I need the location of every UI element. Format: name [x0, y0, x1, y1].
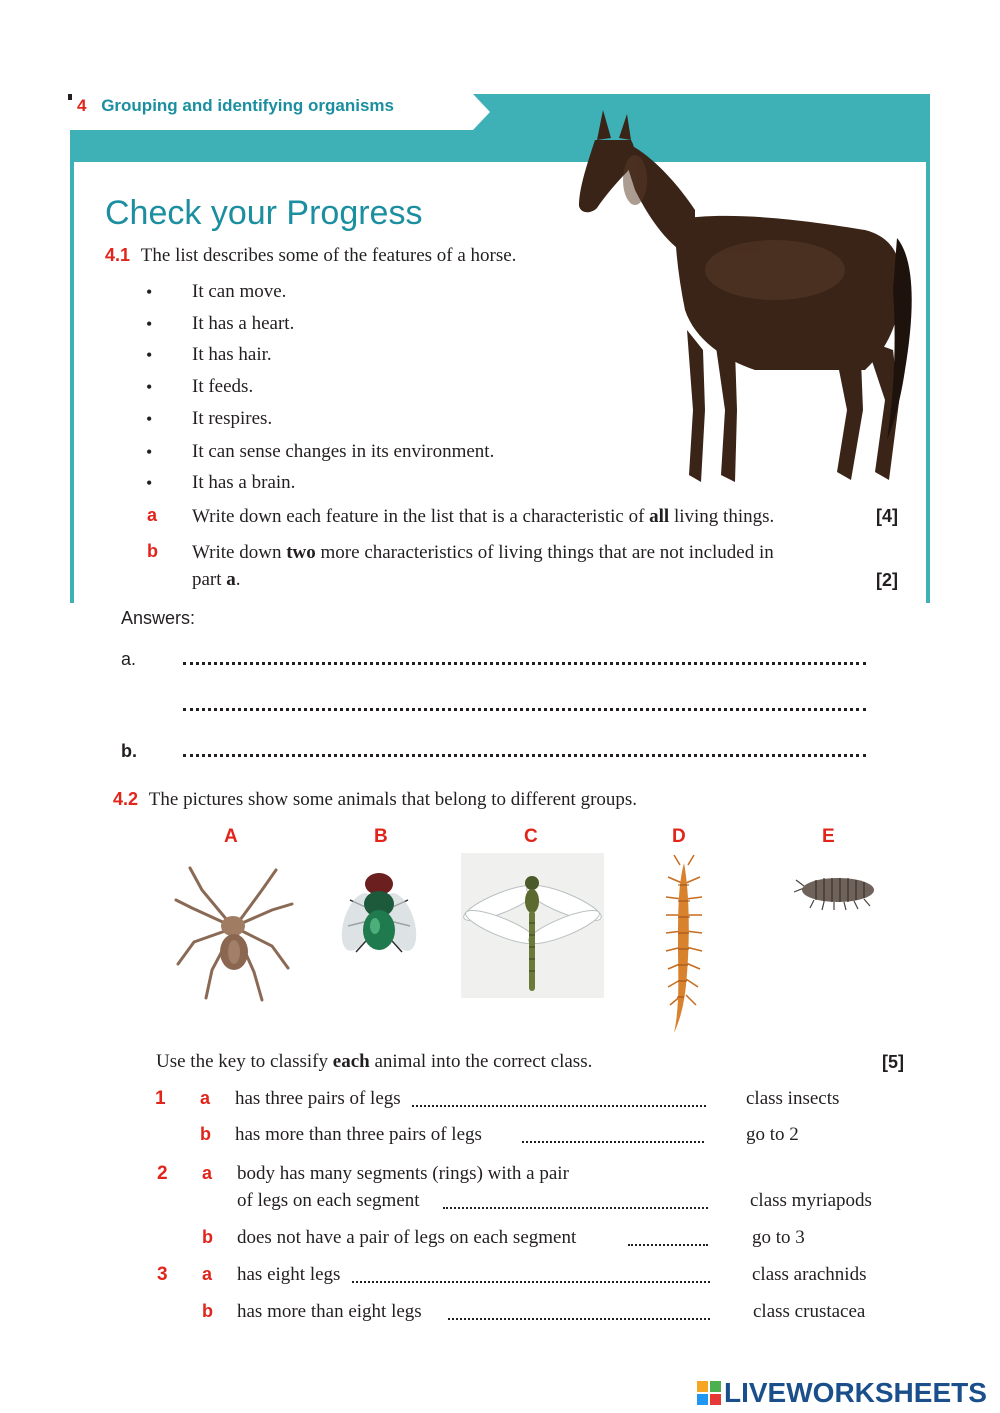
feature-text: It has a heart.: [192, 313, 295, 334]
fly-icon: [336, 860, 422, 970]
q41a-text: Write down each feature in the list that is a characteristic of all living things.: [192, 506, 775, 527]
key-result: class myriapods: [750, 1190, 872, 1211]
key-text: has more than three pairs of legs: [235, 1124, 482, 1145]
q42-number: 4.2: [113, 789, 139, 809]
answer-b-line[interactable]: [183, 754, 866, 757]
key-result: go to 2: [746, 1124, 799, 1145]
key-result: class crustacea: [753, 1301, 866, 1322]
key-text: has eight legs: [237, 1264, 341, 1285]
key-letter: b: [202, 1301, 213, 1321]
key-number-3: 3: [157, 1264, 168, 1285]
key-letter: a: [202, 1264, 213, 1284]
feature-item: • It respires.: [146, 408, 273, 429]
key-text: has three pairs of legs: [235, 1088, 401, 1109]
key-leader-dots: [352, 1281, 710, 1283]
key-leader-dots: [412, 1105, 706, 1107]
q42-stem: The pictures show some animals that belong to different groups.: [148, 789, 638, 810]
liveworksheets-logo-icon: [697, 1381, 721, 1405]
q41a-letter: a: [147, 505, 158, 525]
key-result: class arachnids: [752, 1264, 867, 1285]
spider-icon: [172, 860, 296, 1005]
key-text: of legs on each segment: [237, 1190, 420, 1211]
answer-a-line-2[interactable]: [183, 708, 866, 711]
key-text-line1: body has many segments (rings) with a pair: [237, 1163, 569, 1184]
answer-b-label: b.: [121, 741, 137, 761]
answer-a-line-1[interactable]: [183, 662, 866, 665]
key-letter: b: [202, 1227, 213, 1247]
feature-item: • It has a brain.: [146, 472, 296, 493]
dragonfly-icon: [461, 853, 604, 998]
q41-number: 4.1: [105, 245, 131, 265]
feature-text: It can move.: [192, 281, 287, 302]
q42-stem-line: [113, 787, 637, 812]
key-leader-dots: [628, 1244, 708, 1246]
frame-left-rule: [70, 162, 74, 603]
frame-right-rule: [926, 162, 930, 603]
key-number-1: 1: [155, 1088, 166, 1109]
chapter-title: Grouping and identifying organisms: [101, 96, 394, 115]
q41b-marks: [2]: [876, 570, 898, 590]
animal-label-d: D: [672, 826, 686, 847]
animal-label-b: B: [374, 826, 388, 847]
key-text: does not have a pair of legs on each segment: [237, 1227, 577, 1248]
chapter-number: 4: [77, 96, 87, 115]
key-result: go to 3: [752, 1227, 805, 1248]
answer-a-label: a.: [121, 649, 137, 669]
animal-label-a: A: [224, 826, 238, 847]
key-result: class insects: [746, 1088, 840, 1109]
chapter-heading: [77, 94, 394, 118]
centipede-icon: [658, 855, 710, 1035]
answers-heading: Answers:: [121, 608, 196, 628]
q41-stem-line: [105, 243, 516, 268]
q41b-letter: b: [147, 541, 158, 561]
key-leader-dots: [522, 1141, 704, 1143]
feature-text: It can sense changes in its environment.: [192, 441, 495, 462]
q41a-marks: [4]: [876, 506, 898, 526]
feature-item: • It can sense changes in its environment.: [146, 441, 495, 462]
woodlouse-icon: [794, 872, 880, 912]
feature-item: • It feeds.: [146, 376, 254, 397]
key-number-2: 2: [157, 1163, 168, 1184]
liveworksheets-logo-text: LIVEWORKSHEETS: [724, 1377, 987, 1408]
key-letter: b: [200, 1124, 211, 1144]
q42-instruction: Use the key to classify each animal into the correct class.: [156, 1051, 593, 1072]
key-letter: a: [200, 1088, 211, 1108]
feature-text: It has a brain.: [192, 472, 296, 493]
q41-stem: The list describes some of the features of a horse.: [140, 245, 517, 266]
feature-item: • It has hair.: [146, 344, 272, 365]
q42-marks: [5]: [882, 1052, 904, 1072]
feature-text: It feeds.: [192, 376, 254, 397]
key-letter: a: [202, 1163, 213, 1183]
feature-text: It respires.: [192, 408, 273, 429]
key-leader-dots: [443, 1207, 708, 1209]
animal-label-e: E: [822, 826, 835, 847]
feature-text: It has hair.: [192, 344, 272, 365]
feature-item: • It has a heart.: [146, 313, 295, 334]
horse-image: [575, 110, 920, 500]
section-title: Check your Progress: [105, 194, 423, 232]
key-text: has more than eight legs: [237, 1301, 422, 1322]
q41b-text-line2: part a.: [192, 569, 241, 590]
feature-item: • It can move.: [146, 281, 287, 302]
key-leader-dots: [448, 1318, 710, 1320]
q41b-text-line1: Write down two more characteristics of living things that are not included in: [192, 542, 774, 563]
animal-label-c: C: [524, 826, 538, 847]
